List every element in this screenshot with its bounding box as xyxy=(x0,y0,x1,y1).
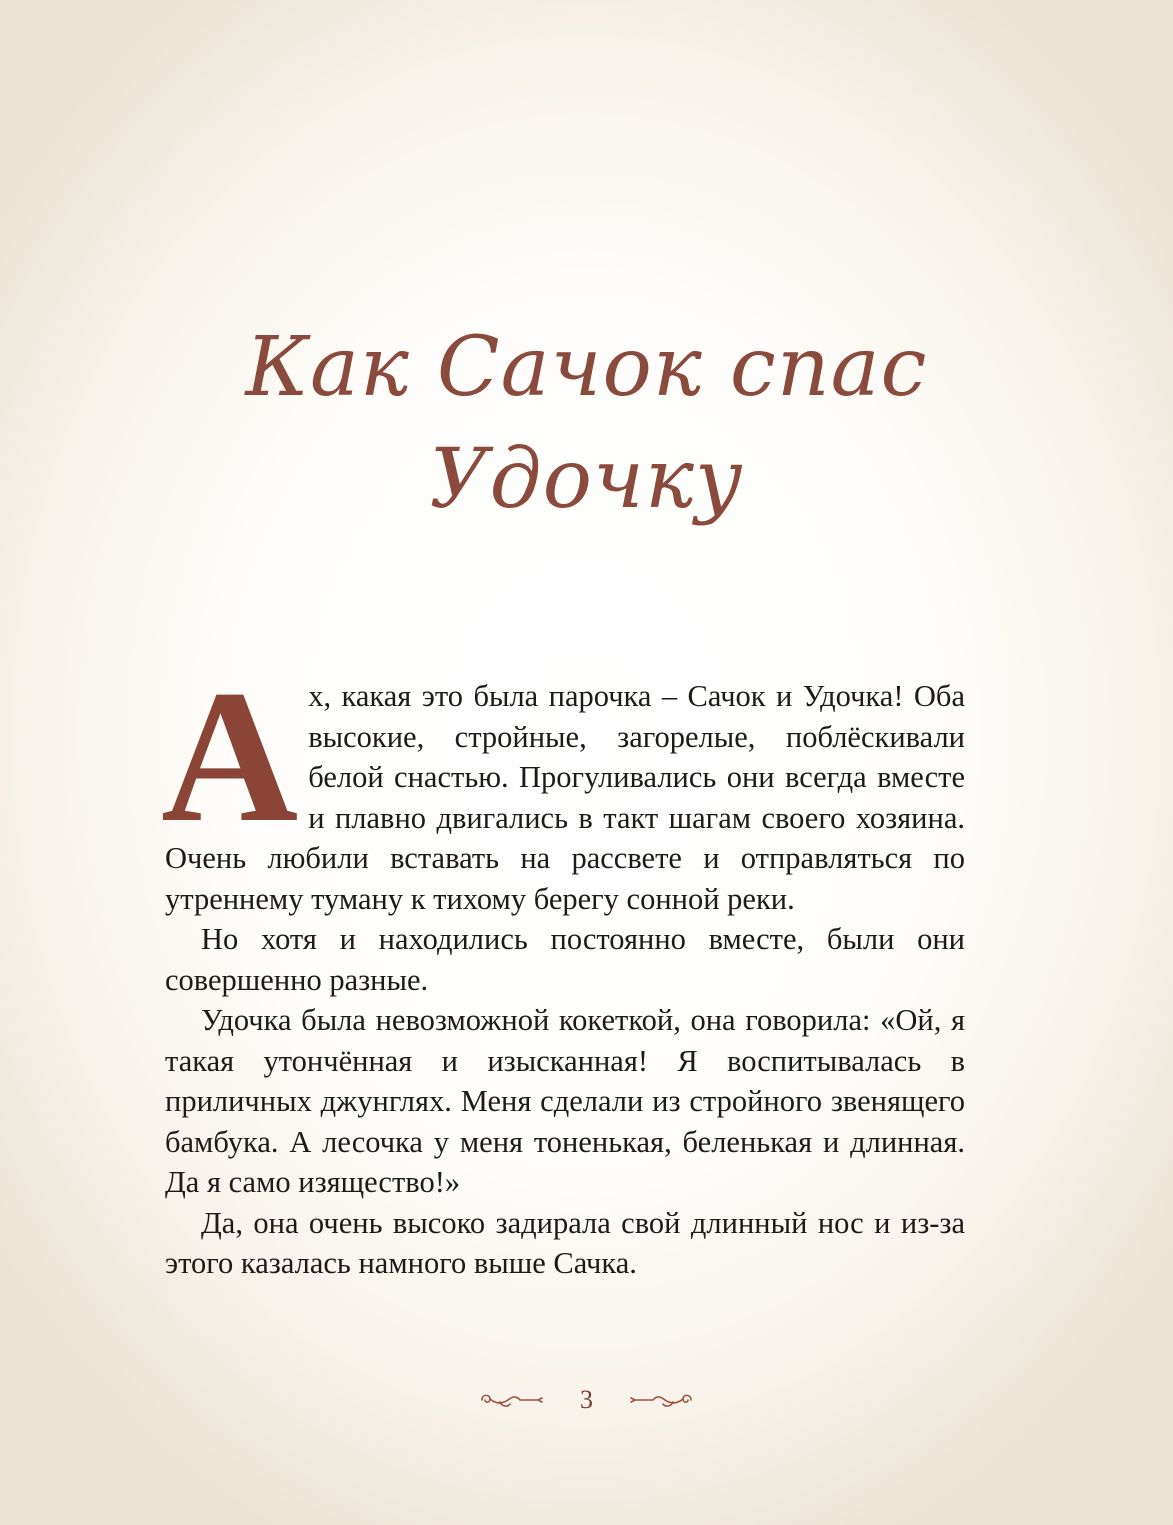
left-flourish-ornament-icon xyxy=(478,1388,560,1412)
paragraph-3: Удочка была невозможной кокеткой, она говорила: «Ой, я такая утончённая и изысканная! Я воспитывалась в приличных джунглях. Меня сделали из стройного звенящего бамбука. А лесочка у меня тоненькая, беленькая и длинная. Да я само изящество!» xyxy=(165,1003,965,1199)
right-flourish-ornament-icon xyxy=(613,1388,695,1412)
paragraph-2: Но хотя и находились постоянно вместе, были они совершенно разные. xyxy=(165,922,965,997)
drop-cap: А xyxy=(161,652,299,862)
paragraph-1 xyxy=(161,652,965,919)
paragraph-1-text: х, какая это была парочка – Сачок и Удочка! Оба высокие, стройные, загорелые, поблёскивали белой снастью. Прогуливались они всегда вместе и плавно двигались в такт шагам своего хозяина. Очень любили вставать на рассвете и отправляться по утреннему туману к тихому берегу сонной реки. xyxy=(165,679,965,916)
page-number: 3 xyxy=(580,1385,593,1414)
story-title xyxy=(150,312,1023,536)
paragraph-4: Да, она очень высоко задирала свой длинный нос и из-за этого казалась намного выше Сачка. xyxy=(165,1205,965,1280)
story-body xyxy=(161,652,965,1284)
title-line-1: Как Сачок спас xyxy=(245,320,928,415)
title-line-2: Удочку xyxy=(429,432,744,527)
page-footer xyxy=(0,1382,1173,1418)
